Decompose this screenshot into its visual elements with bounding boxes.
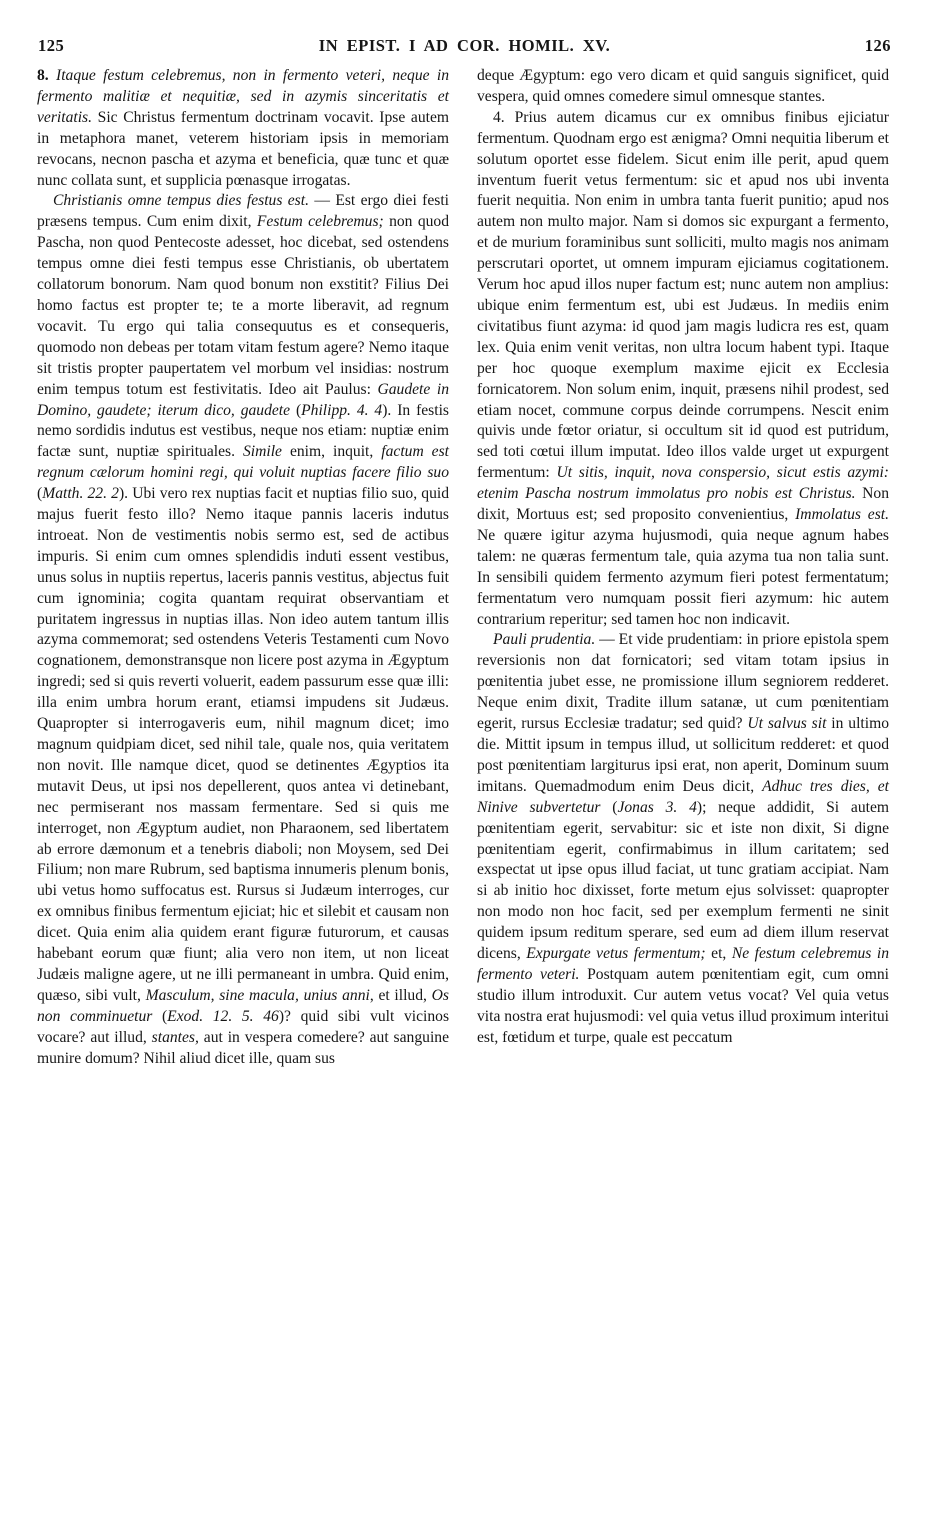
scripture-quote: Ut salvus sit [747,715,827,733]
running-title: IN EPIST. I AD COR. HOMIL. XV. [318,36,611,55]
scripture-quote: Adhuc tres dies, et Ninive subvertetur [477,777,889,816]
scripture-reference: Matth. 22. 2 [42,485,119,503]
scripture-quote: Itaque festum celebremus, non in fermento veteri, neque in fermento malitiæ et nequitiæ, sed in azymis sinceritatis et veritatis. [37,67,449,126]
page-number-left: 125 [38,36,65,55]
text: et, [705,945,732,963]
scripture-quote: factum est regnum cælorum homini regi, qui voluit nuptias facere filio suo [37,443,449,482]
text: non quod Pascha, non quod Pentecoste adesset, hoc dicebat, sed ostendens tempus omne diei festi tempus esse Christianis, ob ubertatem collatorum bonorum. Nam quod bonum non exstitit? Filius Dei homo factus est propter te; te a morte liberavit, ad regnum vocavit. Tu ergo qui talia consequutus es et consequeris, quomodo non debeas per totam vitam festum agere? Nemo itaque sit tristis propter paupertatem vel morbum vel insidias: nostrum enim tempus totum est festivitatis. Ideo ait Paulus: [37,213,449,398]
scripture-quote: Ne festum celebremus in fermento veteri. [477,945,889,983]
text: Ne quære igitur azyma hujusmodi, quia neque agnum habes talem: ne quæras fermentum tale, quia azyma tua non talia sunt. In sensibili quidem fermento azymum fieri potest fermentatum; fermentatum vero numquam possit fieri azymum: hic autem contrarium reperitur; sed tamen hoc non indicavit. [477,526,889,628]
page-number-right: 126 [864,36,891,55]
scripture-quote: Gaudete in Domino, gaudete; iterum dico, gaudete [37,380,449,419]
scripture-reference: Exod. 12. 5. 46 [167,1007,279,1025]
text: ); neque addidit, Si autem pœnitentiam egerit, servabitur: sic et iste non dixit, Si digne pœnitentiam egerit, confirmabimus in illum caritatem; sed exspectat ut ipse opus illud faciat, ut tunc gratiam accipiat. Nam si ab initio hoc dixisset, forte metum ejus solvisset: quapropter non modo non hoc facit, sed per exemplum fermenti ne sinit quidem ipsum reditum sperare, sed eum ad diem illum reservat dicens, [477,798,890,963]
scripture-quote: Immolatus est. [795,506,889,524]
scripture-quote: Ut sitis, inquit, nova conspersio, sicut estis azymi: etenim Pascha nostrum immolatus pro nobis est Christus. [477,464,889,503]
text: enim, inquit, [281,443,382,461]
text: ( [152,1007,168,1025]
text: ). In festis nemo sordidis indutus est vestibus, neque nos etiam: nuptiæ enim factæ sunt, nuptiæ spirituales. [37,401,449,461]
right-column [477,66,889,1049]
text: , et illud, [369,986,432,1004]
text: in ultimo die. Mittit ipsum in tempus illud, ut sollicitum redderet: et quod post pœnitentiam largiturus ipsi erat, non aperit, Dominum suum imitans. Quemadmodum enim Deus dicit, [477,715,889,795]
section-heading: Pauli prudentia. [493,631,596,649]
text: ( [37,485,43,503]
scripture-quote: Os non comminuetur [37,986,449,1025]
scripture-quote: Expurgate vetus fermentum; [526,945,706,963]
scripture-quote: Festum celebremus; [256,213,384,231]
text: aut in vespera comedere? aut sanguine munire domum? Nihil aliud dicet ille, quam sus [37,1028,449,1067]
paragraph [37,66,449,191]
left-column [37,66,449,1070]
scripture-quote: Masculum, sine macula, unius anni [145,986,370,1004]
scripture-reference: Jonas 3. 4 [617,798,697,816]
scripture-quote: stantes, [151,1028,199,1046]
text: ( [600,798,618,816]
section-number: 8. [37,67,56,84]
paragraph [477,108,889,631]
scripture-quote: Simile [243,443,282,461]
text: — Et vide prudentiam: in priore epistola spem reversionis non dat fornicatori; sed vitam totam ipsius in pœnitentia jubet esse, ne promissione illum segniorem redderet. Neque enim dixit, Tradite illum satanæ, ut cum pœnitentiam egerit, rursus Ecclesiæ tradatur; sed quid? [477,631,889,733]
paragraph [477,630,889,1048]
text: 4. Prius autem dicamus cur ex omnibus finibus ejiciatur fermentum. Quodnam ergo est ænigma? Omni nequitia liberum et solutum oportet esse fidelem. Sicut enim ille perit, apud quem inventum fuerit vetus fermentum: sic et apud nos ubi inventa fuerit nequitia. Non enim in umbra tanta fuerit punitio; apud nos autem non multo major. Nam si domos sic expurgant a fermento, et de murium foraminibus sunt solliciti, multo magis nos animam perscrutari oportet, ut omnem impuram ejiciamus cogitationem. Verum hoc apud illos nuper factum est; nunc autem non amplius: ubique enim fermentum est, ubi est Judæus. In mediis enim civitatibus fiunt azyma: id quod jam magis ludicra res est, quam lex. Quia enim venit veritas, non ultra locum habent typi. Itaque per hoc quoque exemplum maxime ejicit ex Ecclesia fornicatorem. Non solum enim, inquit, præsens nihil prodest, sed etiam nocet, commune corpus deinde corrumpens. Nescit enim quivis unde fœtor oriatur, si occultum sit id quod est putridum, sed toti cœtui illum imputat. Ideo illos valde urget ut expurgent fermentum: [477,108,889,482]
text: Postquam autem pœnitentiam egit, cum omni studio illum introduxit. Cur autem vetus vocat? Vel quia vetus vita nostra erat hujusmodi: vel quia vetus illud proximum interitui est, fœtidum et turpe, quale est peccatum [477,965,889,1046]
scripture-reference: Philipp. 4. 4 [301,401,383,419]
section-heading: Christianis omne tempus dies festus est. [53,192,309,210]
text: Non dixit, Mortuus est; sed proposito convenientius, [477,485,889,524]
text: — Est ergo diei festi præsens tempus. Cum enim dixit, [37,192,449,231]
running-header [38,36,891,58]
paragraph: deque Ægyptum: ego vero dicam et quid sanguis significet, quid vespera, quid omnes comedere simul omnesque stantes. [477,67,889,105]
text: ). Ubi vero rex nuptias facit et nuptias filio suo, quid majus fuerit festo illo? Nemo itaque pannis laceris indutus introeat. Non de vestimentis nobis sermo est, sed de actibus impuris. Si enim cum omnes splendidis induti essent vestibus, unus solus in nuptiis repertus, laceris pannis vestitus, abjectus fuit cum ignominia; cogita quantam requirat observantiam et puritatem ingressus in nuptias illas. Non ideo autem tantum illis azyma commemorat; sed ostendens Veteris Testamenti cum Novo cognationem, demonstransque non licere post azyma in Ægyptum ingredi; sed si quis reverti voluerit, eadem passurum esse quæ illi: illa enim umbra horum erant, etiamsi impudens sit Judæus. Quapropter si interrogaveris eum, nihil magnum dicet; imo magnum quidpiam dicet, sed nihil tale, quale nos, quia veritatem non novit. Ille namque dicet, quod se detinentes Ægyptios ita mutavit Deus, ut ipsi nos depellerent, quos antea vi detinebant, nec permiserant nos massam fermentare. Sed si quis me interroget, non Ægyptum audiet, non Pharaonem, sed libertatem ab errore dæmonum et a tenebris diaboli; non Moysem, sed Dei Filium; non mare Rubrum, sed baptisma innumeris plenum bonis, ubi vetus homo suffocatus est. Rursus si Judæum interroges, cur ex omnibus finibus fermentum ejiciat; hic et silebit et causam non dicet. Quia enim alia quidem erant figuræ futurorum, et causas habebant eorum quæ fiunt; alia vero non item, ut non liceat Judæis maligne agere, ut ne illi permaneant in umbra. Quid enim, quæso, sibi vult, [37,485,449,1004]
paragraph [37,191,449,1069]
text: ( [290,401,302,419]
text: Sic Christus fermentum doctrinam vocavit. Ipse autem in metaphora manet, veterem historiam ipsis in memoriam revocans, necnon pascha et azyma et beneficia, quæ tunc et quæ nunc collata sunt, et supplicia pœnasque irrogatas. [37,108,449,189]
text: )? quid sibi vult vicinos vocare? aut illud, [37,1007,450,1046]
